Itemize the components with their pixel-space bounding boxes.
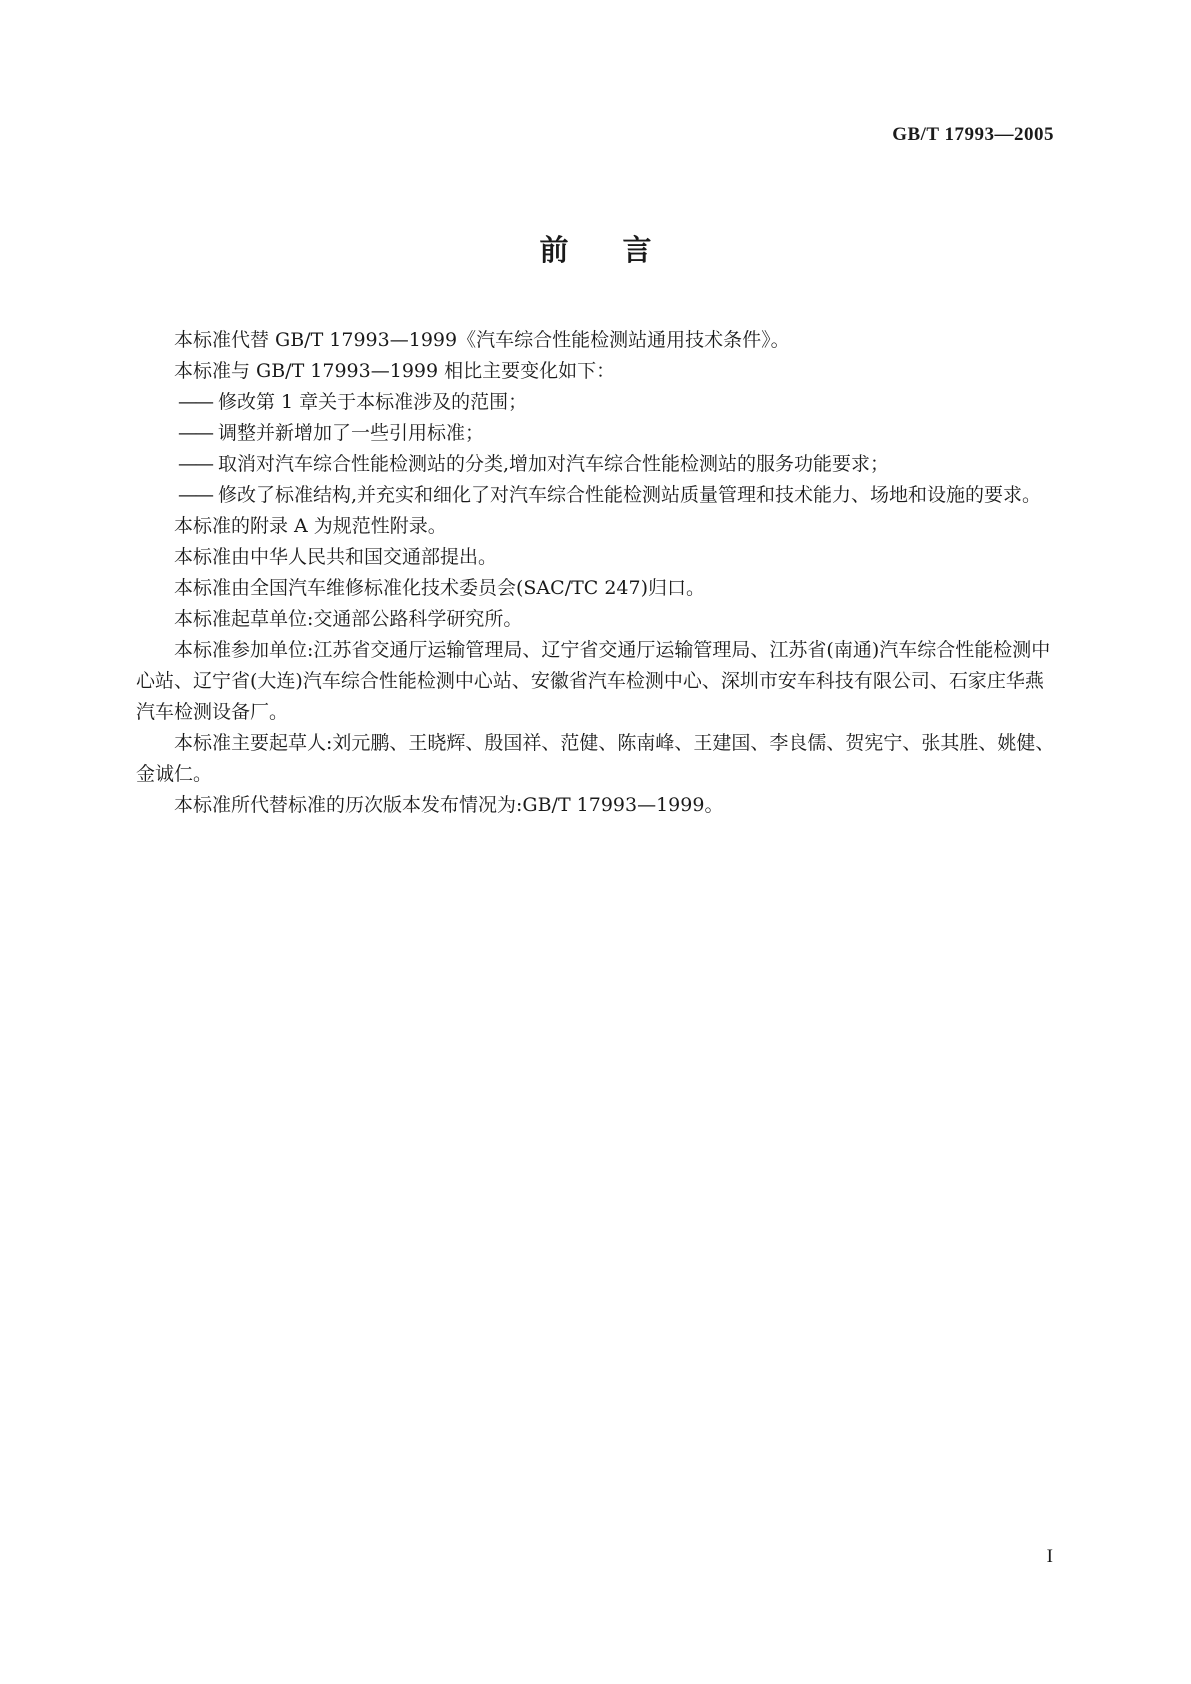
paragraph-version-history: 本标准所代替标准的历次版本发布情况为:GB/T 17993—1999。: [174, 794, 724, 816]
page-title: 前言: [539, 233, 706, 267]
dash-marker: ——: [178, 484, 212, 506]
paragraph-centralized-by: 本标准由全国汽车维修标准化技术委员会(SAC/TC 247)归口。: [174, 577, 706, 599]
paragraph-participating-units: 本标准参加单位:江苏省交通厅运输管理局、辽宁省交通厅运输管理局、江苏省(南通)汽车综合性能检测中心站、辽宁省(大连)汽车综合性能检测中心站、安徽省汽车检测中心、深圳市安车科技有限公司、石家庄华燕汽车检测设备厂。: [136, 639, 1051, 723]
dash-marker: ——: [178, 391, 212, 413]
list-item-text: 修改了标准结构,并充实和细化了对汽车综合性能检测站质量管理和技术能力、场地和设施的要求。: [218, 484, 1042, 506]
paragraph-changes-intro: 本标准与 GB/T 17993—1999 相比主要变化如下：: [174, 360, 616, 382]
list-item-text: 修改第 1 章关于本标准涉及的范围；: [218, 391, 528, 413]
changes-list: [136, 387, 1056, 511]
list-item: [136, 480, 1056, 511]
foreword-body: [136, 325, 1056, 821]
list-item-text: 调整并新增加了一些引用标准；: [218, 422, 485, 444]
standard-code: GB/T 17993—2005: [892, 124, 1054, 145]
list-item-text: 取消对汽车综合性能检测站的分类,增加对汽车综合性能检测站的服务功能要求；: [218, 453, 890, 475]
paragraph-annex: 本标准的附录 A 为规范性附录。: [174, 515, 447, 537]
list-item: [136, 418, 1056, 449]
paragraph-drafting-unit: 本标准起草单位:交通部公路科学研究所。: [174, 608, 523, 630]
paragraph-drafters: 本标准主要起草人:刘元鹏、王晓辉、殷国祥、范健、陈南峰、王建国、李良儒、贺宪宁、张其胜、姚健、金诚仁。: [136, 732, 1055, 785]
dash-marker: ——: [178, 453, 212, 475]
list-item: [136, 449, 1056, 480]
paragraph-proposed-by: 本标准由中华人民共和国交通部提出。: [174, 546, 498, 568]
list-item: [136, 387, 1056, 418]
dash-marker: ——: [178, 422, 212, 444]
paragraph-replaces: 本标准代替 GB/T 17993—1999《汽车综合性能检测站通用技术条件》。: [174, 329, 790, 351]
page-number: I: [1046, 1546, 1053, 1567]
